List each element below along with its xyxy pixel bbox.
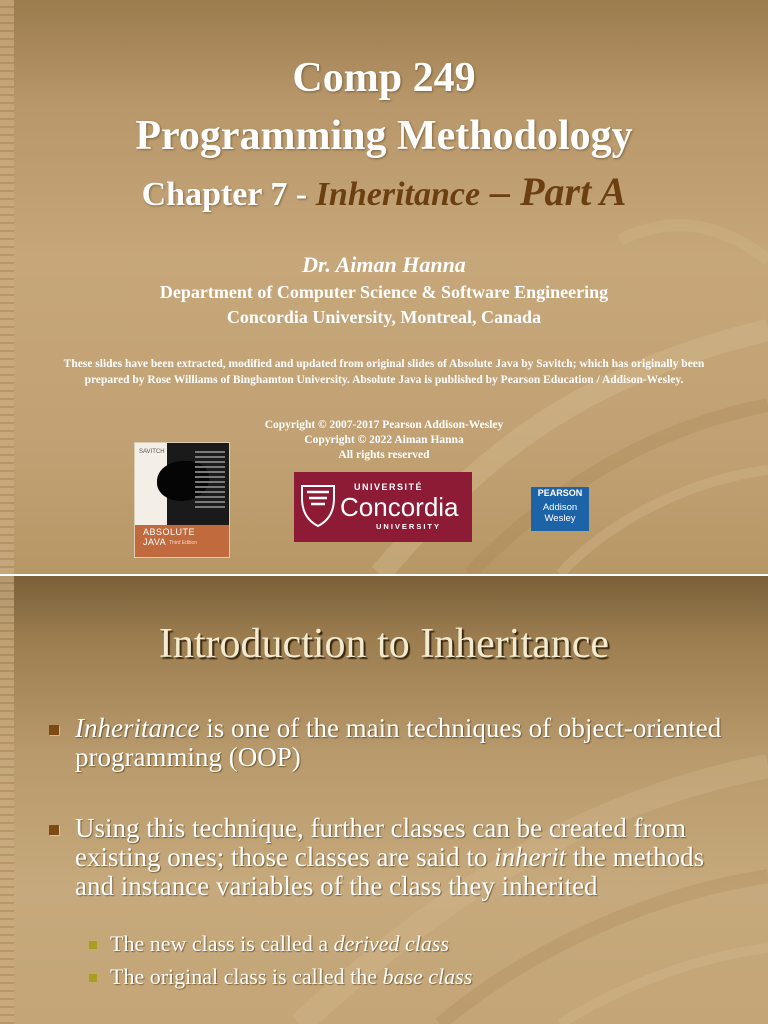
university-name: Concordia University, Montreal, Canada: [226, 307, 542, 327]
sub-bullet-term: base class: [382, 964, 473, 989]
bullet-text: the methods and instance variables of the class they inherited: [75, 842, 705, 901]
slide-title: Introduction to Inheritance: [158, 621, 610, 667]
copyright-line: Copyright © 2007-2017 Pearson Addison-Wesley: [264, 419, 504, 431]
author-name: Dr. Aiman Hanna: [302, 252, 466, 277]
bullet-item: [75, 814, 725, 901]
concordia-logo-name: Concordia: [340, 492, 459, 522]
chapter-part: – Part A: [480, 169, 627, 214]
book-author: SAVITCH: [139, 449, 165, 455]
intro-slide: [0, 576, 768, 1024]
sub-bullet-term: derived class: [333, 931, 450, 956]
square-bullet-icon: [49, 825, 59, 835]
pearson-logo-line1: Addison: [542, 502, 578, 513]
sub-bullet-text: The new class is called a: [110, 931, 334, 956]
department-name: Department of Computer Science & Software Engineering: [159, 282, 609, 302]
concordia-logo-bottom: UNIVERSITY: [376, 522, 442, 531]
square-sub-bullet-icon: [89, 974, 97, 982]
sub-bullet-text: The original class is called the: [110, 964, 383, 989]
bullet-text: is one of the main techniques of object-oriented programming (OOP): [75, 713, 722, 772]
course-name: Programming Methodology: [135, 113, 633, 159]
book-contents-list: [195, 451, 225, 511]
concordia-logo: [294, 472, 472, 542]
course-code: Comp 249: [292, 55, 476, 101]
concordia-shield-icon: [300, 484, 336, 528]
book-title-line2: JAVA: [143, 537, 167, 547]
bullet-term: Inheritance: [75, 713, 200, 743]
chapter-topic: Inheritance: [315, 176, 481, 213]
square-bullet-icon: [49, 725, 59, 735]
sub-bullet-item: [110, 931, 449, 957]
concordia-logo-top: UNIVERSITÉ: [354, 482, 424, 492]
copyright-line: Copyright © 2022 Aiman Hanna: [304, 434, 464, 446]
pearson-logo-top: PEARSON: [537, 488, 583, 498]
book-title-line1: ABSOLUTE: [143, 527, 196, 537]
pearson-addison-wesley-logo: [531, 487, 589, 531]
pearson-logo-lines: [531, 502, 589, 524]
pearson-logo-line2: Wesley: [544, 513, 576, 524]
book-title-band: [135, 525, 229, 557]
bullet-text: Using this technique, further classes can be created from existing ones; those classes are said to: [75, 813, 687, 872]
chapter-prefix: Chapter 7 -: [141, 176, 316, 213]
copyright-line: All rights reserved: [338, 449, 430, 461]
bullet-term: inherit: [494, 842, 567, 872]
source-note: These slides have been extracted, modified and updated from original slides of Absolute Java by Savitch; which has originally been prepared by Rose Williams of Binghamton University. Absolute Java is published by Pearson Education / Addison-Wesley.: [63, 358, 705, 386]
square-sub-bullet-icon: [89, 941, 97, 949]
copyright-block: [0, 418, 768, 463]
book-edition: Third Edition: [169, 540, 198, 546]
sub-bullet-item: [110, 964, 472, 990]
chapter-title: [0, 168, 768, 215]
absolute-java-book-cover: [134, 442, 230, 558]
bullet-item: [75, 714, 725, 772]
